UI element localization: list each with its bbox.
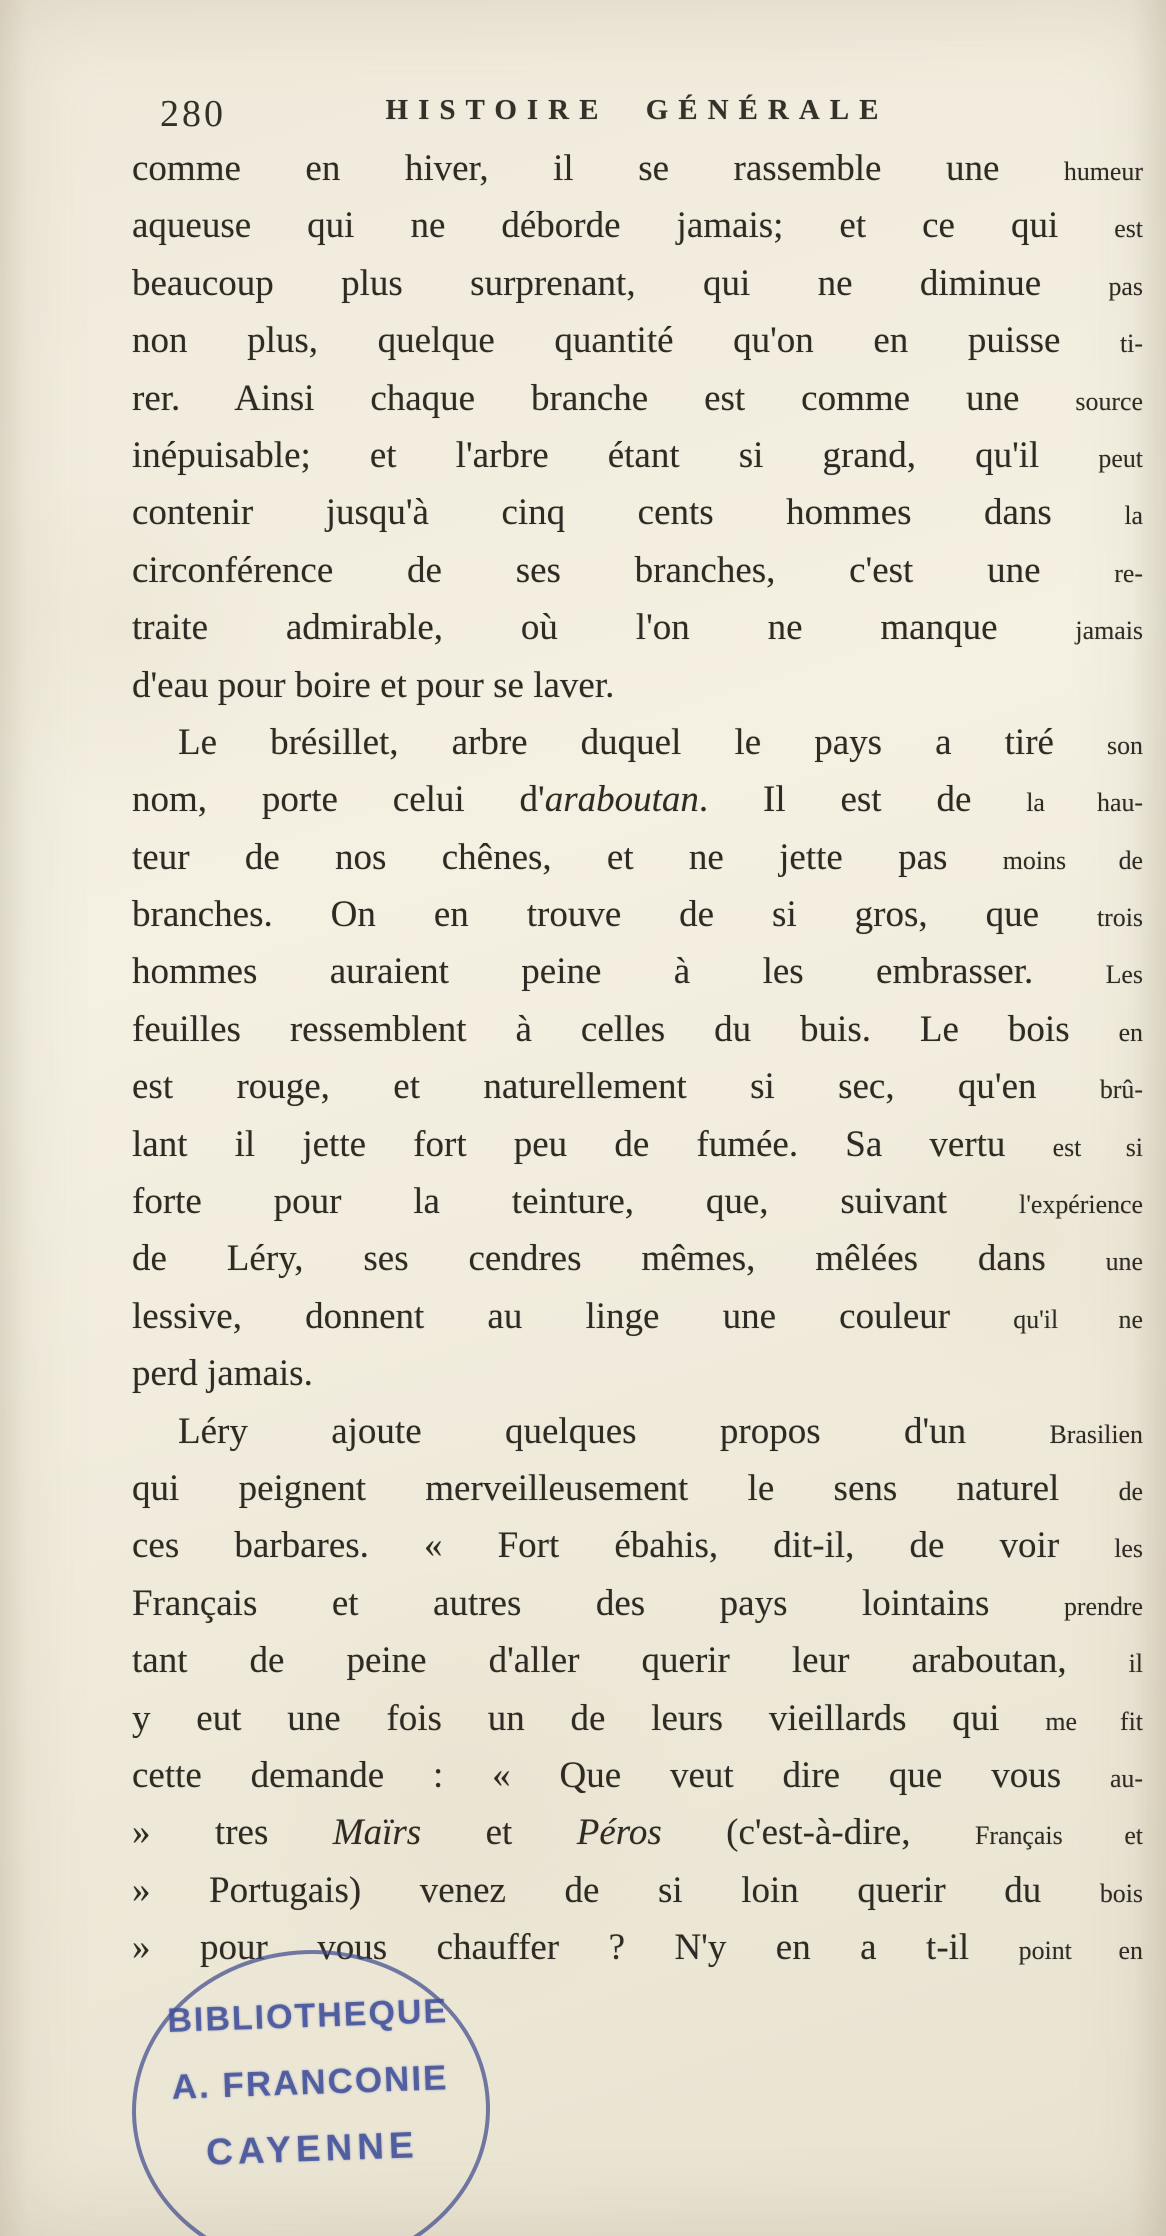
text-segment: qu'il ne	[1013, 1304, 1143, 1334]
text-line	[132, 829, 1143, 886]
text-line	[132, 370, 1143, 427]
stamp-line-cayenne: CAYENNE	[205, 2124, 420, 2173]
text-segment: tant de peine d'aller querir leur araboutan,	[132, 1640, 1129, 1682]
text-line	[132, 1058, 1143, 1115]
text-line	[132, 1632, 1143, 1689]
text-segment: beaucoup plus surprenant, qui ne diminue	[132, 262, 1109, 304]
text-segment: humeur	[1063, 157, 1143, 186]
text-line	[132, 197, 1143, 254]
text-segment: trois	[1096, 903, 1143, 933]
text-segment: re-	[1114, 558, 1143, 588]
text-segment: rer. Ainsi chaque branche est comme une	[132, 377, 1076, 419]
text-line	[132, 714, 1143, 771]
text-segment: la	[1124, 501, 1143, 531]
text-segment: il	[1128, 1649, 1143, 1679]
text-line	[132, 1747, 1143, 1804]
text-line	[132, 1001, 1143, 1058]
library-stamp	[127, 1944, 496, 2236]
text-line	[132, 1517, 1143, 1574]
text-segment: (c'est-à-dire,	[661, 1812, 975, 1854]
text-segment: Léry ajoute quelques propos d'un	[178, 1410, 1050, 1452]
text-line	[132, 1288, 1143, 1345]
text-line	[132, 1403, 1143, 1460]
text-segment: qui peignent merveilleusement le sens naturel	[132, 1467, 1119, 1509]
stamp-text	[127, 1944, 496, 2236]
text-line	[132, 1804, 1143, 1861]
text-segment: branches. On en trouve de si gros, que	[132, 894, 1097, 936]
text-line	[132, 1690, 1143, 1747]
text-line	[132, 599, 1143, 656]
text-segment: les	[1114, 1534, 1143, 1564]
text-segment: et	[421, 1812, 577, 1854]
text-segment: peut	[1098, 443, 1143, 473]
text-segment: perd jamais.	[132, 1353, 313, 1395]
text-line	[132, 657, 1143, 714]
text-segment: comme en hiver, il se rassemble une	[132, 148, 1064, 189]
page-number: 280	[160, 93, 226, 135]
text-segment: ti-	[1119, 329, 1143, 359]
text-segment: non plus, quelque quantité qu'on en puisse	[132, 320, 1120, 362]
text-segment: est rouge, et naturellement si sec, qu'en	[132, 1066, 1100, 1108]
text-segment: source	[1075, 386, 1143, 416]
text-segment: me fit	[1045, 1706, 1143, 1736]
text-segment: prendre	[1063, 1591, 1143, 1621]
text-segment: en	[1118, 1017, 1143, 1047]
text-segment: feuilles ressemblent à celles du buis. Le bois	[132, 1008, 1119, 1050]
text-line	[132, 1460, 1143, 1517]
text-segment: hommes auraient peine à les embrasser.	[132, 951, 1106, 993]
text-segment: son	[1107, 730, 1143, 760]
text-line	[132, 1862, 1143, 1919]
text-segment: ces barbares. « Fort ébahis, dit-il, de voir	[132, 1525, 1115, 1567]
text-segment: Français et	[974, 1821, 1144, 1851]
text-segment: y eut une fois un de leurs vieillards qui	[132, 1697, 1046, 1739]
text-line	[132, 1345, 1143, 1402]
text-segment: moins de	[1002, 845, 1144, 875]
text-segment: lant il jette fort peu de fumée. Sa vertu	[132, 1123, 1053, 1165]
text-segment: » pour vous chauffer ? N'y en a t-il	[132, 1927, 1019, 1969]
text-segment: aqueuse qui ne déborde jamais; et ce qui	[132, 205, 1115, 247]
text-segment: forte pour la teinture, que, suivant	[132, 1181, 1020, 1223]
running-title: HISTOIRE GÉNÉRALE	[385, 94, 889, 126]
text-segment: jamais	[1075, 616, 1143, 646]
text-segment: de Léry, ses cendres mêmes, mêlées dans	[132, 1238, 1106, 1280]
text-line	[132, 1173, 1143, 1230]
text-segment: est	[1114, 214, 1143, 244]
text-segment: bois	[1099, 1878, 1143, 1908]
text-line	[132, 140, 1143, 197]
text-segment: une	[1105, 1247, 1143, 1277]
text-block	[132, 140, 1143, 1977]
text-line	[132, 542, 1143, 599]
text-segment: est si	[1052, 1132, 1143, 1162]
text-segment: nom, porte celui d'	[132, 779, 545, 821]
text-segment: brû-	[1099, 1075, 1143, 1105]
text-segment: cette demande : « Que veut dire que vous	[132, 1754, 1110, 1796]
text-line	[132, 886, 1143, 943]
text-segment: Français et autres des pays lointains	[132, 1582, 1064, 1624]
text-segment: au-	[1109, 1763, 1143, 1793]
text-segment: » tres	[132, 1812, 333, 1854]
text-segment: traite admirable, où l'on ne manque	[132, 607, 1076, 649]
text-segment: Le brésillet, arbre duquel le pays a tiré	[178, 721, 1108, 763]
text-line	[132, 427, 1143, 484]
text-segment: Les	[1105, 960, 1143, 990]
text-line	[132, 943, 1143, 1000]
text-segment: circonférence de ses branches, c'est une	[132, 549, 1115, 591]
italic-text-segment: Maïrs	[332, 1812, 422, 1854]
text-segment: la hau-	[1026, 788, 1144, 818]
text-line	[132, 1116, 1143, 1173]
text-segment: l'expérience	[1019, 1190, 1143, 1220]
text-line	[132, 771, 1143, 828]
italic-text-segment: Péros	[576, 1812, 662, 1854]
text-segment: . Il est de	[698, 779, 1027, 821]
italic-text-segment: araboutan	[544, 779, 699, 821]
stamp-line-bibliotheque: BIBLIOTHEQUE	[166, 1992, 449, 2040]
page-header	[132, 88, 1142, 140]
text-line	[132, 312, 1143, 369]
text-segment: contenir jusqu'à cinq cents hommes dans	[132, 492, 1125, 534]
text-segment: » Portugais) venez de si loin querir du	[132, 1869, 1100, 1911]
text-line	[132, 1230, 1143, 1287]
text-segment: inépuisable; et l'arbre étant si grand, qu'il	[132, 434, 1099, 476]
text-segment: d'eau pour boire et pour se laver.	[132, 664, 615, 706]
text-segment: pas	[1108, 271, 1143, 301]
stamp-line-franconie: A. FRANCONIE	[171, 2058, 450, 2107]
text-segment: de	[1118, 1476, 1143, 1506]
text-line	[132, 484, 1143, 541]
text-segment: Brasilien	[1049, 1419, 1143, 1449]
text-line	[132, 1575, 1143, 1632]
text-segment: lessive, donnent au linge une couleur	[132, 1295, 1014, 1337]
text-segment: point en	[1018, 1936, 1143, 1966]
text-line	[132, 255, 1143, 312]
text-segment: teur de nos chênes, et ne jette pas	[132, 836, 1003, 878]
